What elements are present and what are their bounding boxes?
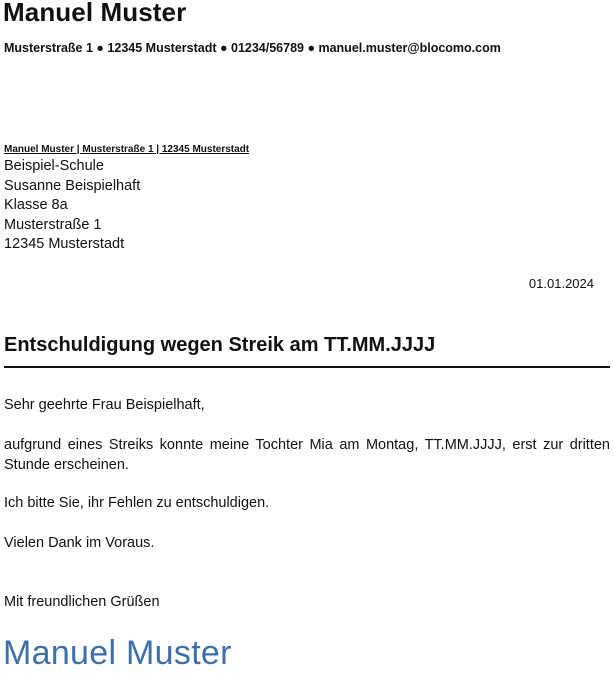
recipient-line: Beispiel-Schule [4, 158, 104, 174]
body-paragraph: aufgrund eines Streiks konnte meine Tochter Mia am Montag, TT.MM.JJJJ, erst zur dritten Stunde erscheinen. [4, 437, 610, 473]
subject-divider [4, 366, 610, 368]
recipient-address [4, 157, 140, 255]
recipient-line: Susanne Beispielhaft [4, 177, 141, 194]
sender-name: Manuel Muster [3, 0, 187, 27]
letter-subject: Entschuldigung wegen Streik am TT.MM.JJJJ [4, 334, 436, 356]
recipient-line: Klasse 8a [4, 197, 68, 214]
recipient-line: 12345 Musterstadt [4, 236, 125, 253]
body-paragraph: Vielen Dank im Voraus. [4, 535, 155, 551]
return-address-line: Manuel Muster | Musterstraße 1 | 12345 Musterstadt [4, 144, 250, 155]
sender-contact-line: Musterstraße 1 ● 12345 Musterstadt ● 01234/56789 ● manuel.muster@blocomo.com [4, 41, 501, 55]
signature: Manuel Muster [3, 634, 232, 672]
letter-date: 01.01.2024 [528, 276, 594, 291]
body-paragraph: Ich bitte Sie, ihr Fehlen zu entschuldigen. [4, 495, 270, 511]
closing: Mit freundlichen Grüßen [4, 594, 160, 610]
recipient-line: Musterstraße 1 [4, 216, 102, 233]
salutation: Sehr geehrte Frau Beispielhaft, [4, 397, 205, 413]
